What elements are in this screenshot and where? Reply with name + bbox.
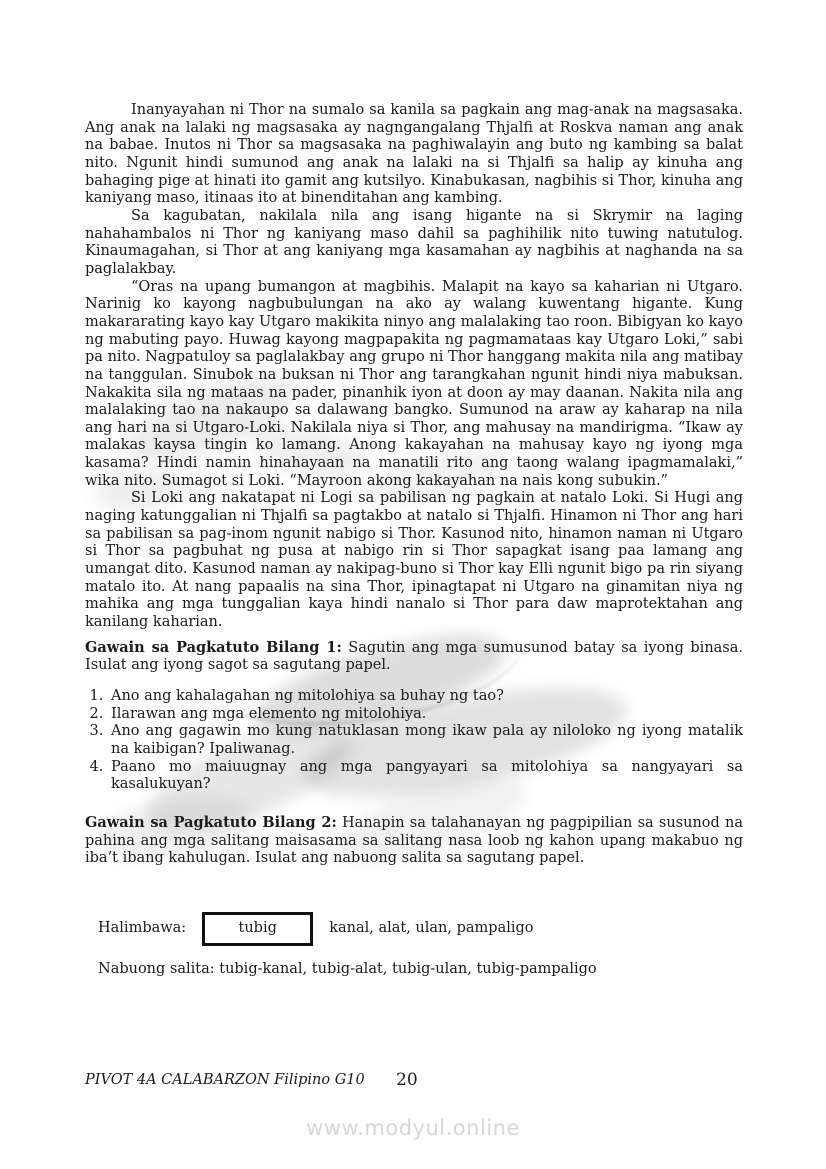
page-body [85,102,743,978]
question-item: 4. Paano mo maiuugnay ang mga pangyayari sa mitolohiya sa nangyayari sa kasalukuyan? [108,759,743,794]
question-item: 2. Ilarawan ang mga elemento ng mitolohiya. [108,706,743,724]
example-options: kanal, alat, ulan, pampaligo [329,919,534,936]
activity-2 [85,814,743,868]
activity-1-instructions: Sagutin ang mga sumusunod batay sa iyong binasa. Isulat ang iyong sagot sa sagutang papel. [85,639,743,674]
question-list [85,688,743,794]
story-paragraph: Si Loki ang nakatapat ni Logi sa pabilisan ng pagkain at natalo Loki. Si Hugi ang naging katunggalian ni Thjalfi sa pagtakbo at natalo si Thjalfi. Hinamon ni Thor ang hari sa pabilisan sa pag-inom ngunit nabigo si Thor. Kasunod nito, hinamon naman ni Utgaro si Thor sa pagbuhat ng pusa at nabigo rin si Thor sapagkat isang paa lamang ang umangat dito. Kasunod naman ay nakipag-buno si Thor kay Elli ngunit bigo pa rin siyang matalo ito. At nang papaalis na sina Thor, ipinagtapat ni Utgaro na ginamitan niya ng mahika ang mga tunggalian kaya hindi nanalo si Thor para daw maprotektahan ang kanilang kaharian. [85,490,743,631]
question-item: 3. Ano ang gagawin mo kung natuklasan mong ikaw pala ay niloloko ng iyong matalik na kaibigan? Ipaliwanag. [108,723,743,758]
page-number: 20 [396,1070,418,1090]
story-paragraph: Inanyayahan ni Thor na sumalo sa kanila sa pagkain ang mag-anak na magsasaka. Ang anak na lalaki ng magsasaka ay nagngangalang Thjalfi at Roskva naman ang anak na babae. Inutos ni Thor sa magsasaka na paghiwalayin ang buto ng kambing sa balat nito. Ngunit hindi sumunod ang anak na lalaki na si Thjalfi sa halip ay kinuha ang bahaging pige at hinati ito gamit ang kutsilyo. Kinabukasan, nagbihis si Thor, kinuha ang kaniyang maso, itinaas ito at binenditahan ang kambing. [85,102,743,207]
watermark: www.modyul.online [306,1116,520,1140]
boxed-word: tubig [202,912,313,946]
story-paragraph: Sa kagubatan, nakilala nila ang isang higante na si Skrymir na laging nahahambalos ni Thor ng kaniyang maso dahil sa paghihilik nito tuwing natutulog. Kinaumagahan, si Thor at ang kaniyang mga kasamahan ay nagbihis at naghanda na sa paglalakbay. [85,207,743,277]
question-item: 1. Ano ang kahalagahan ng mitolohiya sa buhay ng tao? [108,688,743,706]
activity-1 [85,639,743,675]
example-label: Halimbawa: [98,919,187,936]
example-result: Nabuong salita: tubig-kanal, tubig-alat, tubig-ulan, tubig-pampaligo [98,960,597,977]
activity-2-instructions: Hanapin sa talahanayan ng pagpipilian sa susunod na pahina ang mga salitang maisasama sa salitang nasa loob ng kahon upang makabuo ng iba’t ibang kahulugan. Isulat ang nabuong salita sa sagutang papel. [85,814,743,867]
example-row [85,912,743,946]
activity-2-label: Gawain sa Pagkatuto Bilang 2: [85,813,337,831]
footer-module-title: PIVOT 4A CALABARZON Filipino G10 [85,1072,365,1088]
activity-1-label: Gawain sa Pagkatuto Bilang 1: [85,638,342,656]
story-paragraph: “Oras na upang bumangon at magbihis. Malapit na kayo sa kaharian ni Utgaro. Narinig ko kayong nagbubulungan na ako ay walang kuwentang higante. Kung makararating kayo kay Utgaro makikita ninyo ang malalaking tao roon. Bibigyan ko kayo ng mabuting payo. Huwag kayong magpapakita ng pagmamataas kay Utgaro Loki,” sabi pa nito. Nagpatuloy sa paglalakbay ang grupo ni Thor hanggang makita nila ang matibay na tanggulan. Sinubok na buksan ni Thor ang tarangkahan ngunit hindi niya mabuksan. Nakakita sila ng mataas na pader, pinanhik iyon at doon ay may daanan. Nakita nila ang malalaking tao na nakaupo sa dalawang bangko. Sumunod na araw ay kaharap na nila ang hari na si Utgaro-Loki. Nakilala niya si Thor, ang mahusay na mandirigma. “Ikaw ay malakas kaysa tingin ko lamang. Anong kakayahan na mahusay kayo ng iyong mga kasama? Hindi namin hinahayaan na manatili rito ang taong walang ipagmamalaki,” wika nito. Sumagot si Loki. “Mayroon akong kakayahan na nais kong subukin.” [85,278,743,489]
